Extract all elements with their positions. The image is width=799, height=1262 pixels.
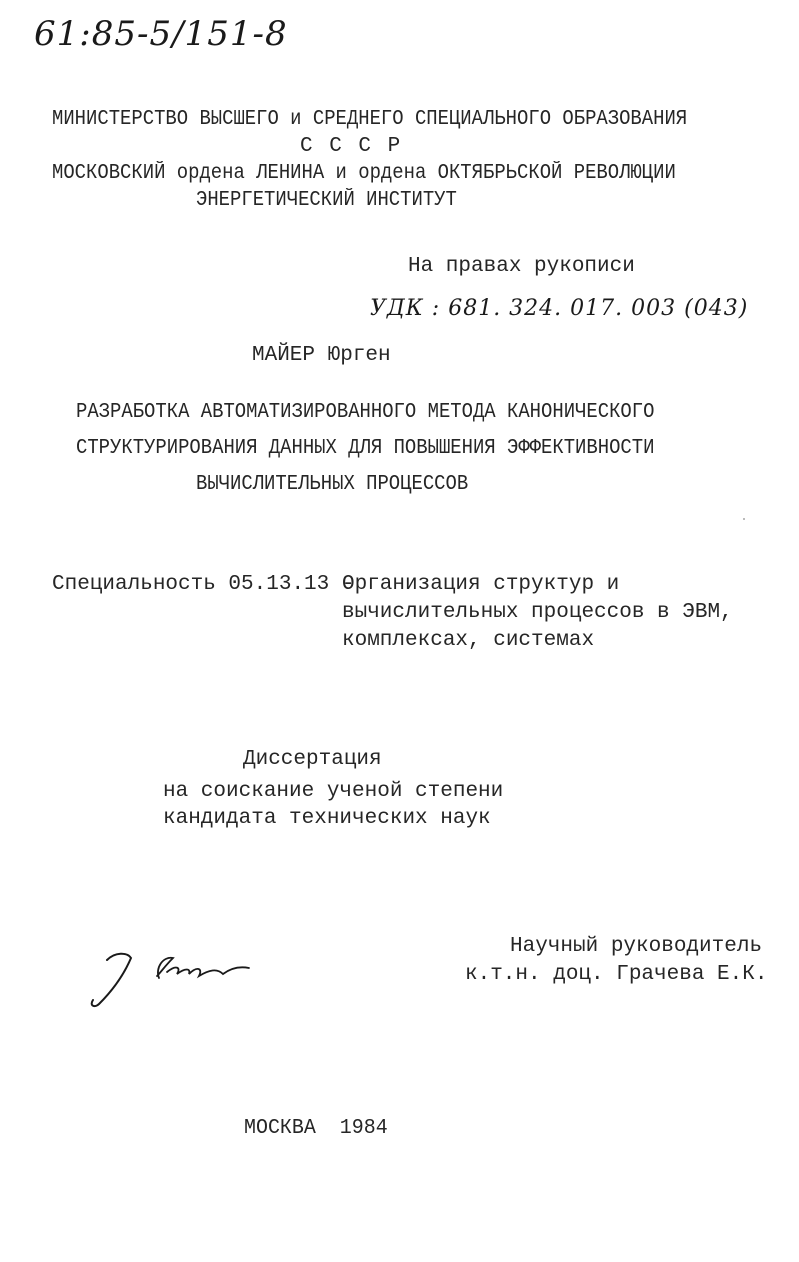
title-text-1: РАЗРАБОТКА АВТОМАТИЗИРОВАННОГО МЕТОДА КАНОНИЧЕСКОГО: [76, 401, 655, 424]
place-year-text: МОСКВА 1984: [244, 1117, 388, 1140]
institute-text-1: МОСКОВСКИЙ ордена ЛЕНИНА и ордена ОКТЯБРЬСКОЙ РЕВОЛЮЦИИ: [52, 162, 676, 185]
specialty-line-3: комплексах, системах: [342, 629, 595, 652]
dissertation-line-1: Диссертация: [243, 748, 382, 771]
dissertation-line-2: на соискание ученой степени: [163, 780, 504, 803]
udk-code: УДК : 681. 324. 017. 003 (043): [370, 296, 749, 321]
specialty-line-2: вычислительных процессов в ЭВМ,: [342, 601, 733, 624]
specialty-line-1: Организация структур и: [342, 573, 620, 596]
specialty-label: Специальность 05.13.13 -: [52, 573, 355, 596]
author-name: МАЙЕР Юрген: [252, 344, 391, 367]
manuscript-rights: На правах рукописи: [408, 255, 635, 278]
title-text-3: ВЫЧИСЛИТЕЛЬНЫХ ПРОЦЕССОВ: [196, 473, 469, 496]
institute-line-2: [196, 188, 486, 214]
scan-speck: [743, 518, 745, 520]
title-line-2: [76, 436, 719, 462]
dissertation-line-3: кандидата технических наук: [163, 807, 491, 830]
institute-text-2: ЭНЕРГЕТИЧЕСКИЙ ИНСТИТУТ: [196, 189, 457, 212]
place-year: [244, 1116, 395, 1142]
author-signature: [85, 938, 265, 1018]
title-line-1: [76, 400, 719, 426]
title-text-2: СТРУКТУРИРОВАНИЯ ДАННЫХ ДЛЯ ПОВЫШЕНИЯ ЭФФЕКТИВНОСТИ: [76, 437, 655, 460]
title-line-3: [196, 472, 498, 498]
country-line: С С С Р: [300, 135, 403, 158]
advisor-role: Научный руководитель: [510, 935, 763, 958]
advisor-name: к.т.н. доц. Грачева Е.К.: [465, 963, 768, 986]
archive-number: 61:85-5/151-8: [34, 14, 288, 54]
ministry-text: МИНИСТЕРСТВО ВЫСШЕГО и СРЕДНЕГО СПЕЦИАЛЬНОГО ОБРАЗОВАНИЯ: [52, 108, 688, 131]
institute-line-1: [52, 161, 745, 187]
ministry-heading: [52, 107, 758, 133]
